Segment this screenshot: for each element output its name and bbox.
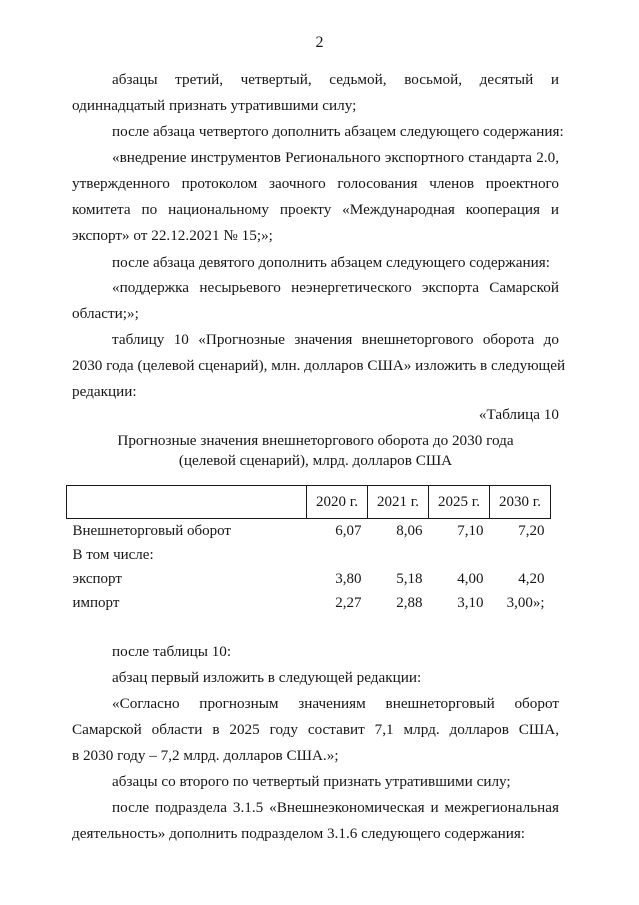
table-title-line: (целевой сценарий), млрд. долларов США xyxy=(178,452,453,469)
table-cell: 7,10 xyxy=(457,522,484,539)
table-cell xyxy=(490,543,551,567)
table-cell xyxy=(307,543,368,567)
text-line: «Согласно прогнозным значениям внешнеторговый оборот xyxy=(112,695,559,712)
table-row xyxy=(67,543,551,567)
text-line: 2030 года (целевой сценарий), млн. долларов США» изложить в следующей xyxy=(72,357,566,374)
table-title-line: Прогнозные значения внешнеторгового оборота до 2030 года xyxy=(117,432,514,449)
table-row xyxy=(67,567,551,591)
table-header-cell: 2020 г. xyxy=(307,486,368,519)
text-line: таблицу 10 «Прогнозные значения внешнеторгового оборота до xyxy=(112,331,559,348)
table-cell: 6,07 xyxy=(335,522,362,539)
text-line: после таблицы 10: xyxy=(112,643,232,660)
table-cell: 4,20 xyxy=(518,570,545,587)
text-line: редакции: xyxy=(72,383,137,400)
paragraph-7 xyxy=(72,639,559,665)
table-header-cell: 2021 г. xyxy=(368,486,429,519)
text-line: комитета по национальному проекту «Международная кооперация и xyxy=(72,201,559,218)
table-cell xyxy=(429,543,490,567)
text-line: экспорт» от 22.12.2021 № 15;»; xyxy=(72,227,273,244)
paragraph-1 xyxy=(72,67,559,119)
table-title xyxy=(72,431,559,471)
table-cell: 8,06 xyxy=(396,522,423,539)
table-cell: 5,18 xyxy=(396,570,423,587)
table-header-cell: 2030 г. xyxy=(490,486,551,519)
table-cell: 3,80 xyxy=(335,570,362,587)
table-header-cell: 2025 г. xyxy=(429,486,490,519)
table-header-row xyxy=(67,486,551,519)
page-number: 2 xyxy=(315,34,324,51)
paragraph-8 xyxy=(72,665,559,691)
table-cell xyxy=(368,543,429,567)
paragraph-5 xyxy=(72,275,559,327)
text-line: абзацы третий, четвертый, седьмой, восьмой, десятый и xyxy=(112,71,559,88)
text-line: после подраздела 3.1.5 «Внешнеэкономическая и межрегиональная xyxy=(112,799,559,816)
row-label: В том числе: xyxy=(72,546,154,563)
paragraph-2 xyxy=(72,119,564,145)
table-cell: 7,20 xyxy=(518,522,545,539)
table-label: «Таблица 10 xyxy=(478,406,559,423)
table-cell: 2,88 xyxy=(396,594,423,611)
text-line: после абзаца девятого дополнить абзацем следующего содержания: xyxy=(112,254,550,271)
table-header-cell xyxy=(67,486,307,519)
row-label: экспорт xyxy=(72,570,122,587)
text-line: Самарской области в 2025 году составит 7,1 млрд. долларов США, xyxy=(72,721,559,738)
text-line: одиннадцатый признать утратившими силу; xyxy=(72,97,357,114)
paragraph-4 xyxy=(72,250,559,276)
row-label: Внешнеторговый оборот xyxy=(72,522,231,539)
text-line: абзацы со второго по четвертый признать утратившими силу; xyxy=(112,773,511,790)
text-line: «поддержка несырьевого неэнергетического экспорта Самарской xyxy=(112,279,559,296)
text-line: после абзаца четвертого дополнить абзацем следующего содержания: xyxy=(112,123,564,140)
table-row xyxy=(67,519,551,544)
paragraph-9 xyxy=(72,691,559,769)
table-cell: 2,27 xyxy=(335,594,362,611)
text-line: утвержденного протоколом заочного голосования членов проектного xyxy=(72,175,559,192)
table-cell: 3,10 xyxy=(457,594,484,611)
paragraph-6 xyxy=(72,327,566,405)
table-cell: 3,00»; xyxy=(506,594,545,611)
text-line: деятельность» дополнить подразделом 3.1.6 следующего содержания: xyxy=(72,825,526,842)
paragraph-10 xyxy=(72,769,559,795)
text-line: в 2030 году – 7,2 млрд. долларов США.»; xyxy=(72,747,339,764)
paragraph-11 xyxy=(72,795,559,847)
forecast-table xyxy=(66,485,551,615)
row-label: импорт xyxy=(72,594,120,611)
table-row xyxy=(67,591,551,615)
text-line: «внедрение инструментов Регионального экспортного стандарта 2.0, xyxy=(112,149,559,166)
text-line: абзац первый изложить в следующей редакции: xyxy=(112,669,422,686)
text-line: области;»; xyxy=(72,305,139,322)
paragraph-3 xyxy=(72,145,559,249)
table-cell: 4,00 xyxy=(457,570,484,587)
